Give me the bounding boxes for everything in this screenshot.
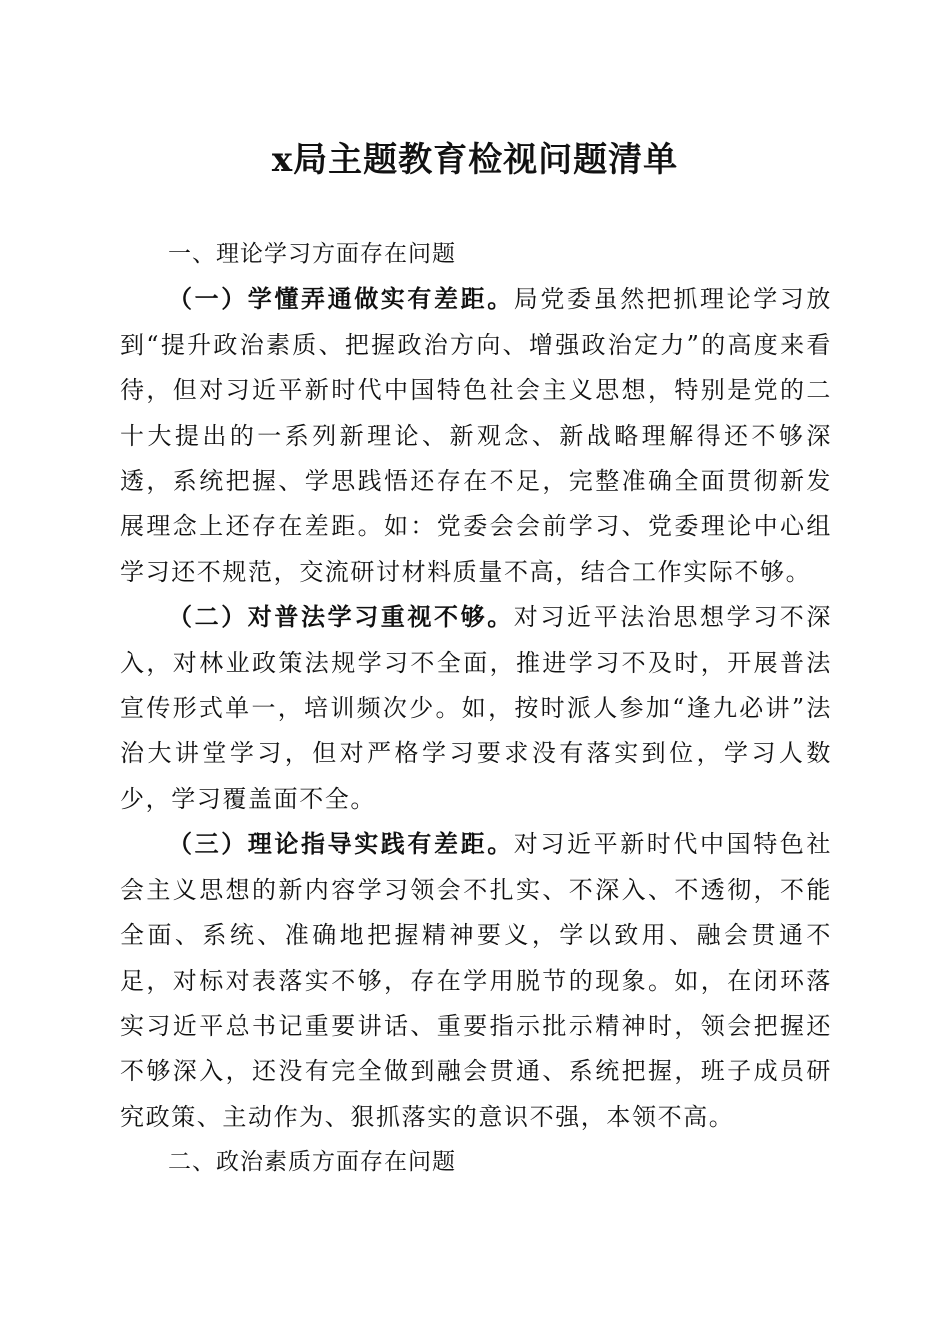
paragraph-text: 对习近平法治思想学习不深入，对林业政策法规学习不全面，推进学习不及时，开展普法宣传形式单一，培训频次少。如，按时派人参加“逢九必讲”法治大讲堂学习，但对严格学习要求没有落实到位，学习人数少，学习覆盖面不全。 [120, 603, 832, 813]
paragraph-lead: （二）对普法学习重视不够。 [168, 603, 514, 632]
paragraph-lead: （一）学懂弄通做实有差距。 [168, 285, 514, 314]
paragraph-lead: （三）理论指导实践有差距。 [168, 830, 514, 859]
document-title: x局主题教育检视问题清单 [271, 140, 679, 180]
section-heading-1: 一、理论学习方面存在问题 [168, 241, 456, 267]
paragraph-1-1 [120, 277, 832, 595]
document-body [120, 232, 832, 1186]
paragraph-1-3 [120, 822, 832, 1140]
paragraph-text: 局党委虽然把抓理论学习放到“提升政治素质、把握政治方向、增强政治定力”的高度来看待，但对习近平新时代中国特色社会主义思想，特别是党的二十大提出的一系列新理论、新观念、新战略理解得还不够深透，系统把握、学思践悟还存在不足，完整准确全面贯彻新发展理念上还存在差距。如：党委会会前学习、党委理论中心组学习还不规范，交流研讨材料质量不高，结合工作实际不够。 [120, 285, 832, 586]
paragraph-text: 对习近平新时代中国特色社会主义思想的新内容学习领会不扎实、不深入、不透彻，不能全面、系统、准确地把握精神要义，学以致用、融会贯通不足，对标对表落实不够，存在学用脱节的现象。如，在闭环落实习近平总书记重要讲话、重要指示批示精神时，领会把握还不够深入，还没有完全做到融会贯通、系统把握，班子成员研究政策、主动作为、狠抓落实的意识不强，本领不高。 [120, 830, 832, 1131]
section-heading-2: 二、政治素质方面存在问题 [168, 1149, 456, 1176]
paragraph-1-2 [120, 595, 832, 822]
